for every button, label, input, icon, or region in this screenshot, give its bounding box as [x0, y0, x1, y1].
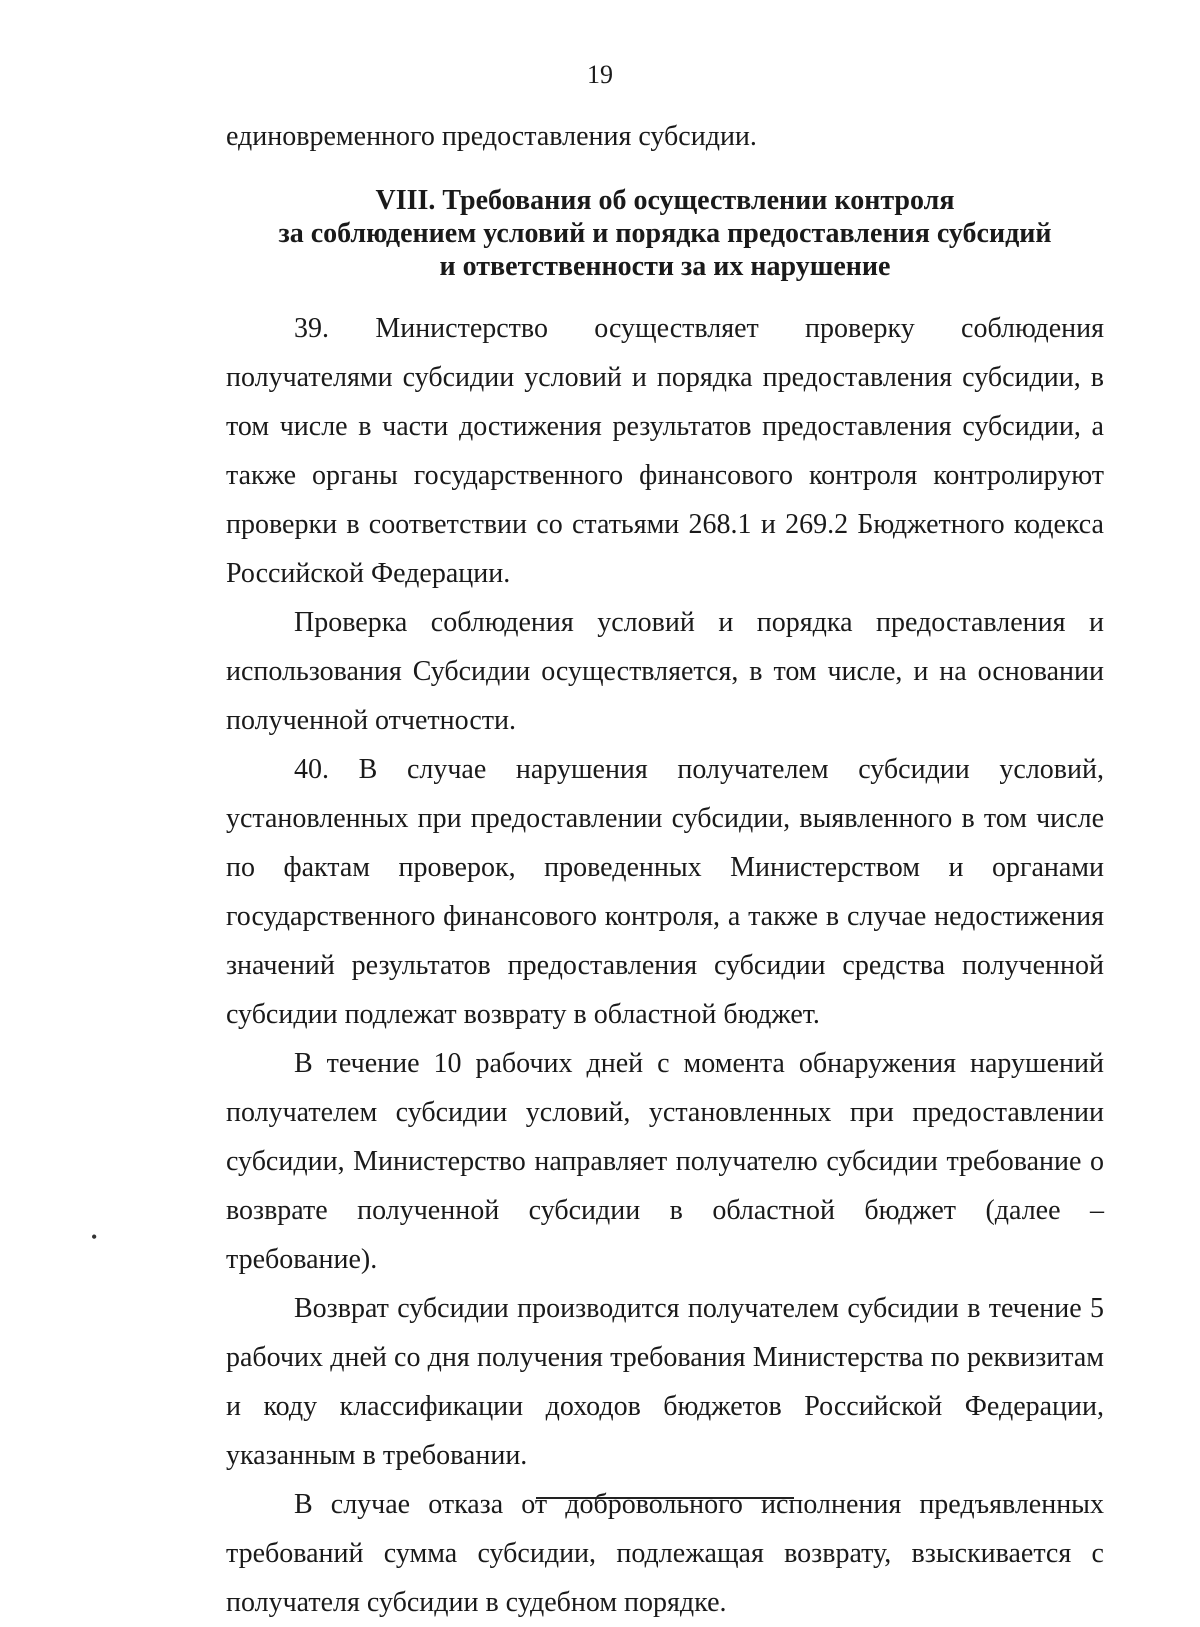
- scan-speck: •: [91, 1227, 98, 1247]
- section-heading-line-1: VIII. Требования об осуществлении контроля: [375, 185, 955, 216]
- paragraph-40: 40. В случае нарушения получателем субсидии условий, установленных при предоставлении субсидии, выявленного в том числе по фактам проверок, проведенных Министерством и органами государственного финансового контроля, а также в случае недостижения значений результатов предоставления субсидии средства полученной субсидии подлежат возврату в областной бюджет.: [226, 754, 1104, 1030]
- paragraph-39-check: Проверка соблюдения условий и порядка предоставления и использования Субсидии осуществляется, в том числе, и на основании полученной отчетности.: [226, 607, 1104, 736]
- continuation-line: единовременного предоставления субсидии.: [226, 121, 757, 152]
- section-heading: [226, 184, 1104, 283]
- paragraph-40-court: В случае отказа от добровольного исполнения предъявленных требований сумма субсидии, подлежащая возврату, взыскивается с получателя субсидии в судебном порядке.: [226, 1489, 1104, 1618]
- section-heading-line-3: и ответственности за их нарушение: [439, 251, 891, 282]
- paragraph-39: 39. Министерство осуществляет проверку соблюдения получателями субсидии условий и порядка предоставления субсидии, в том числе в части достижения результатов предоставления субсидии, а также органы государственного финансового контроля контролируют проверки в соответствии со статьями 268.1 и 269.2 Бюджетного кодекса Российской Федерации.: [226, 313, 1104, 589]
- paragraph-40-refund: Возврат субсидии производится получателем субсидии в течение 5 рабочих дней со дня получения требования Министерства по реквизитам и коду классификации доходов бюджетов Российской Федерации, указанным в требовании.: [226, 1293, 1104, 1471]
- body-text: [226, 304, 1104, 1627]
- section-heading-line-2: за соблюдением условий и порядка предоставления субсидий: [278, 218, 1052, 249]
- end-of-text-rule: [536, 1497, 794, 1499]
- paragraph-40-deadline: В течение 10 рабочих дней с момента обнаружения нарушений получателем субсидии условий, установленных при предоставлении субсидии, Министерство направляет получателю субсидии требование о возврате полученной субсидии в областной бюджет (далее – требование).: [226, 1048, 1104, 1275]
- page-number: 19: [587, 60, 613, 89]
